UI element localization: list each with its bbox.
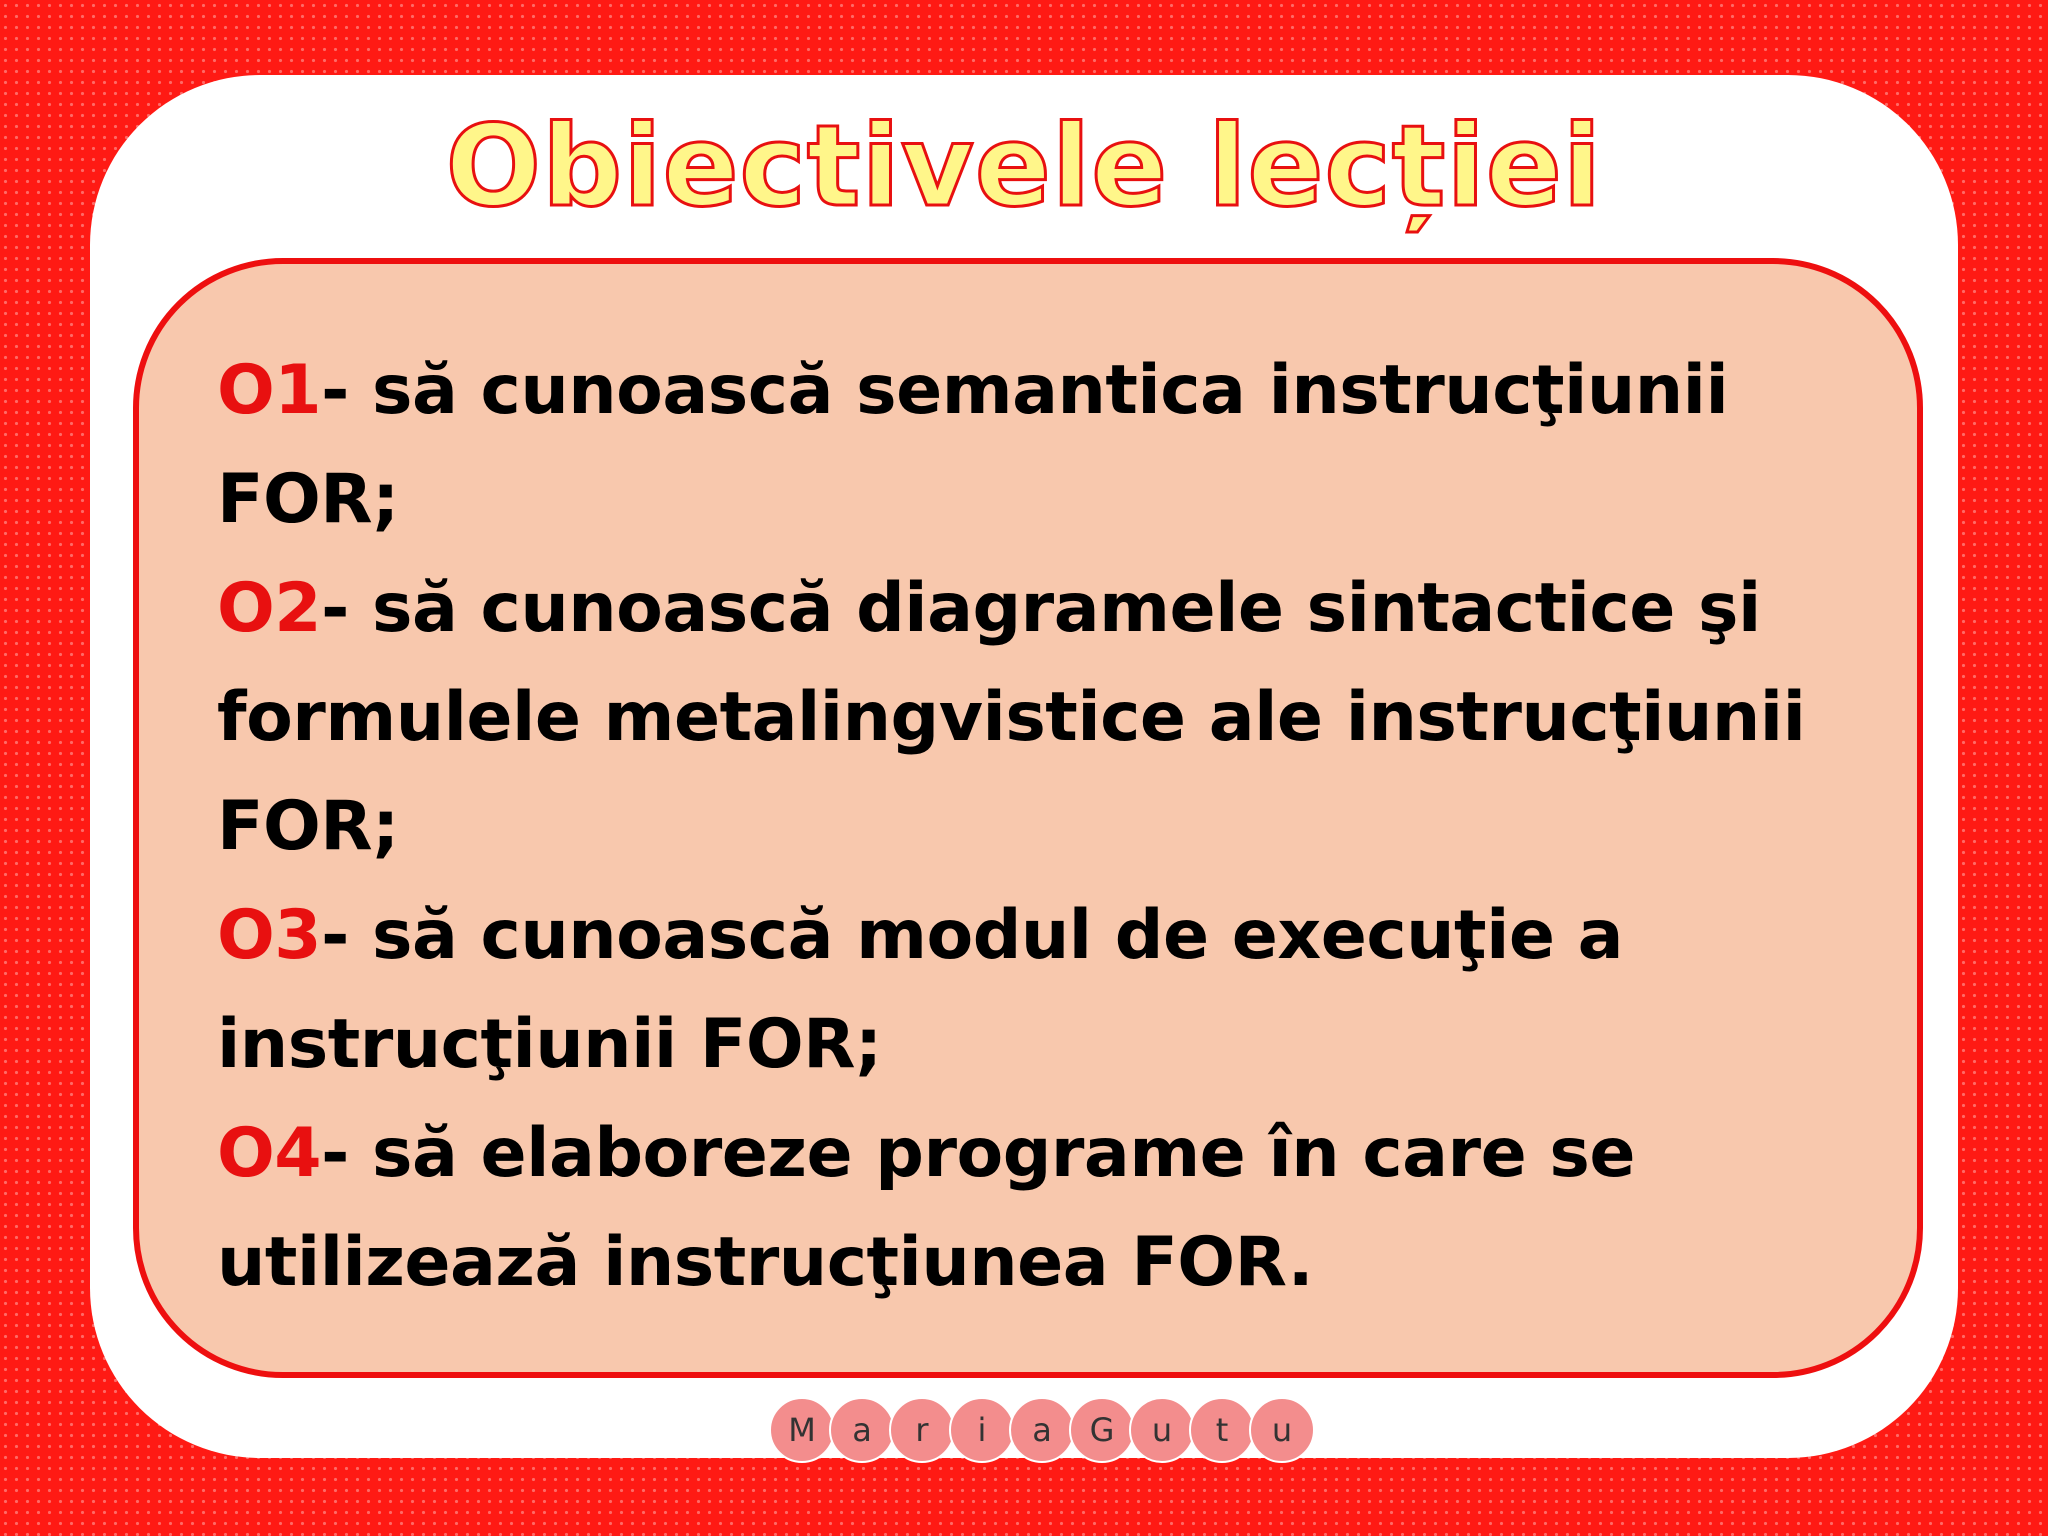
author-letter: i: [949, 1397, 1015, 1463]
objectives-panel: [133, 258, 1923, 1378]
objective-text: - să cunoască diagramele sintactice şi formulele metalingvistice ale instrucţiunii FOR;: [217, 569, 1806, 866]
author-letter: u: [1129, 1397, 1195, 1463]
author-signature: [769, 1397, 1309, 1463]
author-letter: r: [889, 1397, 955, 1463]
objective-code: O1: [217, 351, 322, 430]
author-letter: G: [1069, 1397, 1135, 1463]
author-letter: a: [829, 1397, 895, 1463]
author-letter: u: [1249, 1397, 1315, 1463]
objective-text: - să cunoască semantica instrucţiunii FOR;: [217, 351, 1729, 539]
objective-text: - să cunoască modul de execuţie a instrucţiunii FOR;: [217, 896, 1624, 1084]
author-letter: t: [1189, 1397, 1255, 1463]
objective-code: O4: [217, 1114, 322, 1193]
objective-item-o2: [217, 554, 1857, 881]
objective-item-o1: [217, 336, 1857, 554]
objective-item-o3: [217, 881, 1857, 1099]
objective-text: - să elaboreze programe în care se utilizează instrucţiunea FOR.: [217, 1114, 1635, 1302]
author-letter: a: [1009, 1397, 1075, 1463]
objective-code: O2: [217, 569, 322, 648]
objective-item-o4: [217, 1099, 1857, 1317]
objective-code: O3: [217, 896, 322, 975]
slide-title: Obiectivele lecției: [445, 102, 1603, 232]
author-letter: M: [769, 1397, 835, 1463]
